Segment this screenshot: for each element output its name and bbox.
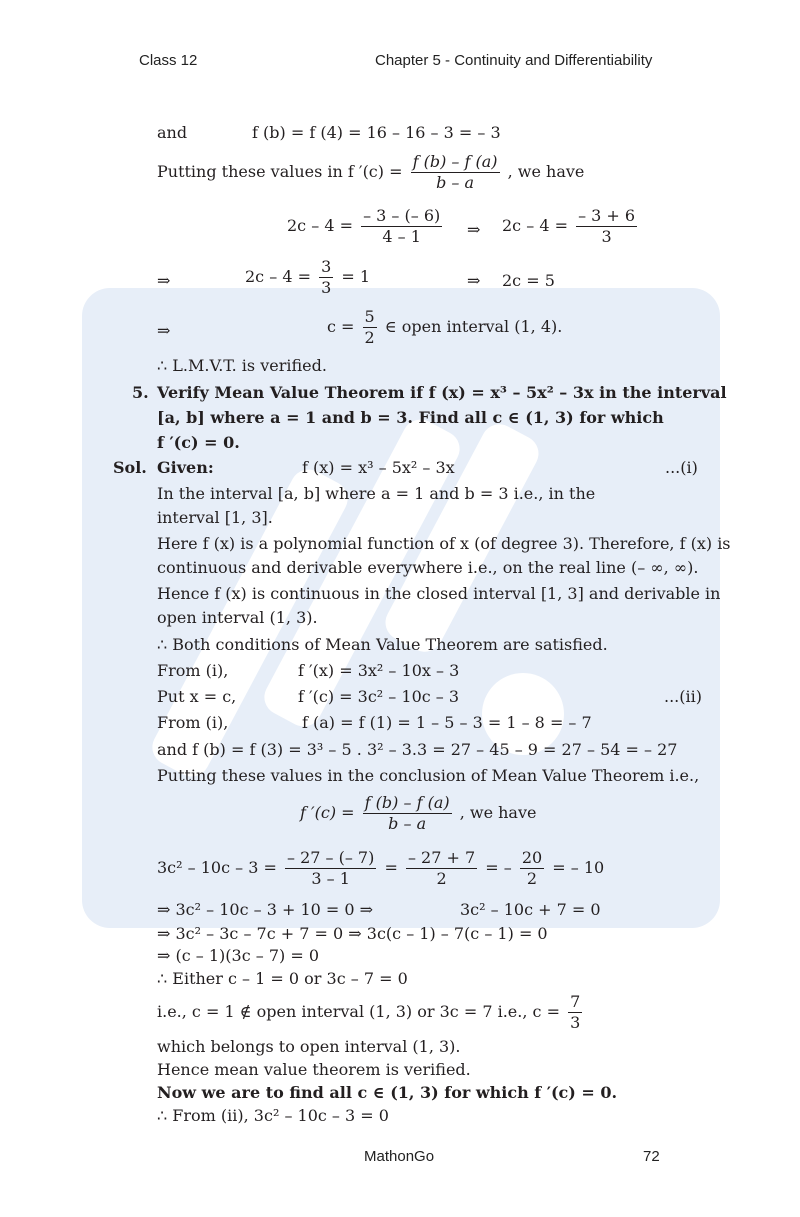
para-polynomial-b: continuous and derivable everywhere i.e., on the real line (– ∞, ∞). [157,558,699,577]
equation-c-value: c = $\frac{5}{2}$ ∈ open interval (1, 4). [327,307,563,347]
para-continuous-a: Hence f (x) is continuous in the closed interval [1, 3] and derivable in [157,584,721,603]
sol-label: Sol. [113,458,147,477]
step-7: Hence mean value theorem is verified. [157,1060,471,1079]
derive-eq-1: f ′(x) = 3x² – 10x – 3 [298,661,460,680]
para-continuous-b: open interval (1, 3). [157,608,318,627]
question-line-1: Verify Mean Value Theorem if f (x) = x³ – 5x² – 3x in the interval [157,383,727,402]
putting-values-line [157,152,584,193]
equation-2c-5: 2c = 5 [502,271,555,290]
arrow-2: ⇒ [157,271,171,290]
fraction-mvt: $\frac{f (b) - f (a)}{b - a}$ [412,152,498,192]
fraction-6: $\frac{- 27 + 7}{2}$ [407,848,476,888]
para-interval-a: In the interval [a, b] where a = 1 and b = 3 i.e., in the [157,484,596,503]
mvt-formula: f ′(c) = $\frac{f (b) - f (a)}{b - a}$ , we have [300,793,537,833]
arrow-1: ⇒ [467,220,481,239]
equation-fb-value: f (b) = f (4) = 16 – 16 – 3 = – 3 [252,123,501,142]
derive-eq-2: f ′(c) = 3c² – 10c – 3 [298,687,460,706]
footer-brand: MathonGo [364,1148,435,1165]
equation-line-3: 2c – 4 = $\frac{- 3 - (- 6)}{4 - 1}$ [287,206,441,246]
fraction-7: $\frac{20}{2}$ [521,848,543,888]
question-line-2: [a, b] where a = 1 and b = 3. Find all c ∈ (1, 3) for which [157,408,664,427]
fraction-3: $\frac{3}{3}$ [321,257,332,297]
given-label: Given: [157,458,214,477]
equation-line-4: 2c – 4 = $\frac{3}{3}$ = 1 [245,257,371,297]
footer-page-number: 72 [643,1148,660,1165]
putting-conclusion: Putting these values in the conclusion of Mean Value Theorem i.e., [157,766,700,785]
fraction-2: $\frac{- 3 + 6}{3}$ [578,206,636,246]
fb-computation: and f (b) = f (3) = 3³ – 5 . 3² – 3.3 = 27 – 45 – 9 = 27 – 54 = – 27 [157,740,678,759]
fraction-8: $\frac{7}{3}$ [570,992,581,1032]
fraction-4: $\frac{5}{2}$ [364,307,375,347]
arrow-4: ⇒ [157,321,171,340]
conditions-satisfied: ∴ Both conditions of Mean Value Theorem are satisfied. [157,635,608,654]
step-9: ∴ From (ii), 3c² – 10c – 3 = 0 [157,1106,389,1125]
tag-ii: ...(ii) [664,687,702,706]
para-interval-b: interval [1, 3]. [157,508,273,527]
header-chapter: Chapter 5 - Continuity and Differentiability [375,52,653,69]
step-8: Now we are to find all c ∈ (1, 3) for which f ′(c) = 0. [157,1083,618,1102]
step-6: which belongs to open interval (1, 3). [157,1037,461,1056]
derive-label-2: Put x = c, [157,687,237,706]
step-2: ⇒ 3c² – 3c – 7c + 7 = 0 ⇒ 3c(c – 1) – 7(c – 1) = 0 [157,924,548,943]
step-3: ⇒ (c – 1)(3c – 7) = 0 [157,946,320,965]
step-1: ⇒ 3c² – 10c – 3 + 10 = 0 ⇒ [157,900,374,919]
derive-label-1: From (i), [157,661,229,680]
step-1b: 3c² – 10c + 7 = 0 [460,900,601,919]
arrow-3: ⇒ [467,271,481,290]
we-have-text: , we have [507,162,585,181]
question-number: 5. [132,383,149,402]
equation-line-m2: 3c² – 10c – 3 = $\frac{- 27 - (- 7)}{3 - 1}$ = $\frac{- 27 + 7}{2}$ = – $\frac{20}{2}$ = – 10 [157,848,605,888]
fraction-5: $\frac{- 27 - (- 7)}{3 - 1}$ [286,848,375,888]
para-polynomial-a: Here f (x) is a polynomial function of x (of degree 3). Therefore, f (x) is [157,534,731,553]
putting-values-text: Putting these values in f ′(c) = [157,162,403,181]
step-4: ∴ Either c – 1 = 0 or 3c – 7 = 0 [157,969,408,988]
fraction-1: $\frac{- 3 - (- 6)}{4 - 1}$ [363,206,441,246]
header-class: Class 12 [139,52,198,69]
lmvt-verified: ∴ L.M.V.T. is verified. [157,356,327,375]
derive-label-3: From (i), [157,713,229,732]
equation-line-3b: 2c – 4 = $\frac{- 3 + 6}{3}$ [502,206,636,246]
fraction-mvt-2: $\frac{f (b) - f (a)}{b - a}$ [364,793,450,833]
derive-eq-3: f (a) = f (1) = 1 – 5 – 3 = 1 – 8 = – 7 [302,713,592,732]
line-and: and [157,123,188,142]
step-5: i.e., c = 1 ∉ open interval (1, 3) or 3c = 7 i.e., c = $\frac{7}{3}$ [157,992,581,1032]
question-line-3: f ′(c) = 0. [157,433,240,452]
tag-i: ...(i) [665,458,698,477]
given-equation: f (x) = x³ – 5x² – 3x [302,458,455,477]
